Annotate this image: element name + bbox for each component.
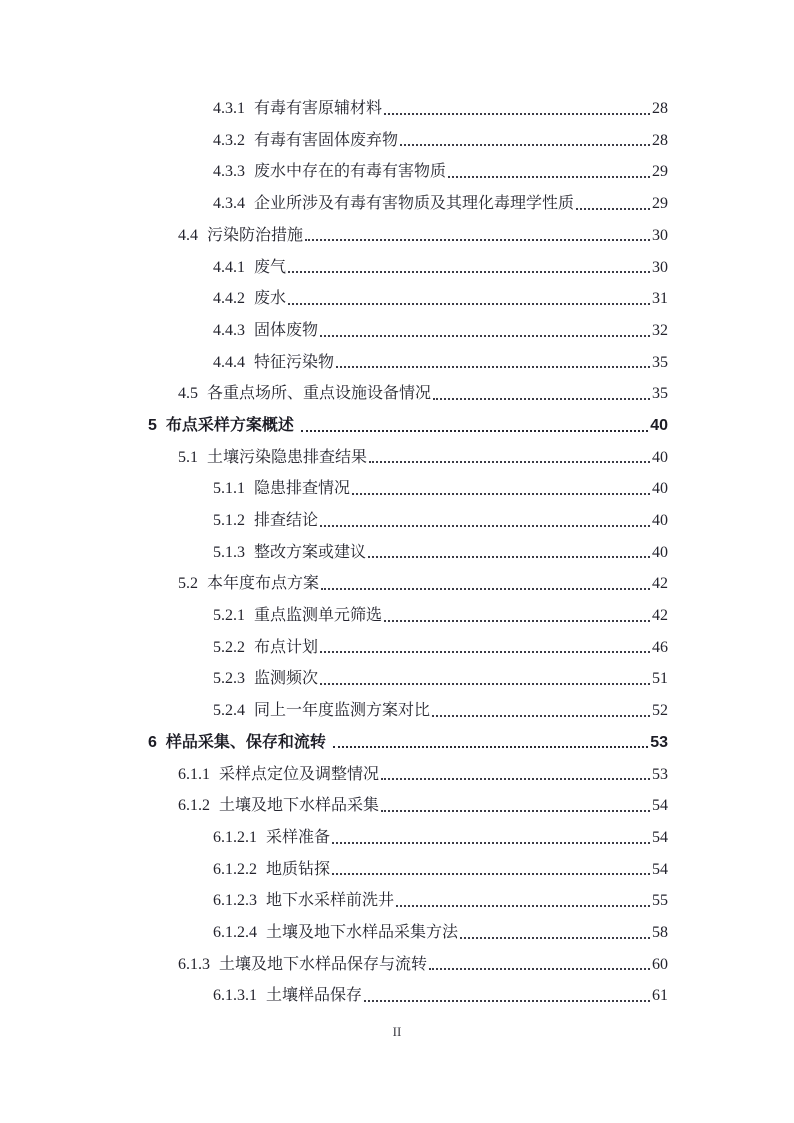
dotted-leader [336,366,650,368]
toc-entry [148,946,668,978]
dotted-leader [321,588,650,590]
toc-entry-title: 布点计划 [254,638,319,656]
dotted-leader [576,208,650,210]
toc-entry-number: 6.1.3.1 [213,987,257,1005]
toc-entry-page: 31 [652,290,668,308]
toc-entry-page: 54 [652,860,668,878]
dotted-leader [369,461,650,463]
dotted-leader [384,620,650,622]
toc-entry [148,977,668,1009]
toc-entry [148,629,668,661]
toc-entry-number: 6.1.3 [178,955,210,973]
toc-entry [148,217,668,249]
dotted-leader [320,651,650,653]
toc-entry-number: 6 [148,733,157,751]
dotted-leader [381,810,650,812]
toc-entry [148,344,668,376]
dotted-leader [400,144,650,146]
toc-entry-page: 35 [652,385,668,403]
dotted-leader [384,113,650,115]
toc-entry-number: 6.1.2.2 [213,860,257,878]
toc-entry-title: 废水 [254,290,287,308]
dotted-leader [320,683,650,685]
toc-entry [148,724,668,756]
dotted-leader [460,937,650,939]
toc-entry-page: 40 [652,480,668,498]
toc-entry [148,312,668,344]
toc-entry-page: 29 [652,163,668,181]
toc-entry-page: 30 [652,258,668,276]
dotted-leader [429,968,650,970]
toc-entry-number: 4.4.3 [213,321,245,339]
toc-entry-page: 53 [652,765,668,783]
page-number-footer: II [392,1024,402,1039]
toc-entry-number: 5.1 [178,448,198,466]
toc-entry [148,375,668,407]
toc-entry [148,819,668,851]
toc-entry-number: 4.4.1 [213,258,245,276]
toc-entry-page: 28 [652,131,668,149]
toc-entry-title: 监测频次 [254,670,319,688]
toc-entry-title: 企业所涉及有毒有害物质及其理化毒理学性质 [254,195,575,213]
dotted-leader [432,715,650,717]
toc-entry-page: 40 [652,543,668,561]
toc-entry [148,280,668,312]
toc-entry-page: 54 [652,828,668,846]
toc-entry-title: 同上一年度监测方案对比 [254,702,431,720]
toc-entry [148,407,668,439]
dotted-leader [433,398,650,400]
toc-entry-title: 排查结论 [254,512,319,530]
toc-entry-page: 53 [650,733,668,751]
dotted-leader [381,778,650,780]
toc-entry-title: 地质钻探 [266,860,331,878]
toc-entry-number: 5.1.3 [213,543,245,561]
toc-entry-title: 废水中存在的有毒有害物质 [254,163,447,181]
dotted-leader [305,239,650,241]
toc-entry [148,534,668,566]
toc-entry [148,153,668,185]
toc-entry-number: 5.2.2 [213,638,245,656]
toc-entry [148,851,668,883]
toc-entry-number: 6.1.2 [178,797,210,815]
dotted-leader [333,746,648,748]
toc-entry [148,122,668,154]
toc-entry-title: 土壤污染隐患排查结果 [207,448,368,466]
toc-entry-number: 4.4.4 [213,353,245,371]
toc-entry-title: 重点监测单元筛选 [254,607,383,625]
toc-entry-number: 5.2 [178,575,198,593]
toc-entry-page: 58 [652,923,668,941]
dotted-leader [352,493,650,495]
toc-entry [148,439,668,471]
toc-entry-page: 29 [652,195,668,213]
toc-entry-page: 40 [650,416,668,434]
toc-entry [148,90,668,122]
toc-entry [148,185,668,217]
toc-entry-number: 4.4.2 [213,290,245,308]
toc-entry-title: 土壤及地下水样品采集方法 [266,923,459,941]
toc-entry [148,597,668,629]
dotted-leader [288,303,650,305]
toc-entry [148,882,668,914]
toc-entry-page: 60 [652,955,668,973]
toc-entry-title: 土壤样品保存 [266,987,363,1005]
toc-entry-number: 6.1.2.4 [213,923,257,941]
toc-entry-title: 布点采样方案概述 [165,416,294,434]
toc-entry-title: 样品采集、保存和流转 [165,733,326,751]
dotted-leader [301,430,648,432]
dotted-leader [332,842,650,844]
toc-entry-number: 6.1.2.3 [213,892,257,910]
toc-entry [148,660,668,692]
toc-entry-page: 28 [652,100,668,118]
toc-entry-number: 6.1.2.1 [213,828,257,846]
toc-entry-title: 土壤及地下水样品采集 [219,797,380,815]
toc-entry-page: 42 [652,575,668,593]
dotted-leader [320,525,650,527]
toc-entry-number: 4.4 [178,226,198,244]
toc-entry-number: 5.1.1 [213,480,245,498]
toc-entry-page: 52 [652,702,668,720]
dotted-leader [332,873,650,875]
dotted-leader [448,176,650,178]
toc-entry-title: 污染防治措施 [207,226,304,244]
toc-entry [148,787,668,819]
toc-entry-title: 采样准备 [266,828,331,846]
toc-entry-page: 46 [652,638,668,656]
dotted-leader [368,556,650,558]
toc-entry-title: 土壤及地下水样品保存与流转 [219,955,428,973]
toc-entry-number: 4.3.4 [213,195,245,213]
toc-entry-page: 30 [652,226,668,244]
toc-entry-number: 6.1.1 [178,765,210,783]
toc-entry-title: 本年度布点方案 [207,575,320,593]
toc-entry-title: 地下水采样前洗井 [266,892,395,910]
toc-entry [148,502,668,534]
toc-entry [148,248,668,280]
toc-entry-title: 采样点定位及调整情况 [219,765,380,783]
toc-entry-number: 4.3.3 [213,163,245,181]
toc-entry-number: 5.1.2 [213,512,245,530]
toc-entry [148,914,668,946]
toc-entry-page: 35 [652,353,668,371]
toc-entry-number: 5 [148,416,157,434]
toc-entry [148,470,668,502]
toc-entry-title: 各重点场所、重点设施设备情况 [207,385,432,403]
toc-entry-number: 4.3.2 [213,131,245,149]
dotted-leader [364,1000,650,1002]
dotted-leader [288,271,650,273]
toc-entry-title: 特征污染物 [254,353,335,371]
toc-entry-title: 废气 [254,258,287,276]
toc-entry [148,692,668,724]
table-of-contents [148,90,668,1009]
toc-entry-number: 5.2.1 [213,607,245,625]
toc-entry-title: 有毒有害固体废弃物 [254,131,399,149]
toc-entry [148,755,668,787]
toc-entry-title: 整改方案或建议 [254,543,367,561]
toc-entry-page: 54 [652,797,668,815]
toc-entry-page: 40 [652,512,668,530]
toc-entry-page: 32 [652,321,668,339]
toc-entry-page: 42 [652,607,668,625]
toc-entry-number: 4.5 [178,385,198,403]
toc-entry-page: 40 [652,448,668,466]
dotted-leader [320,335,650,337]
toc-entry-number: 5.2.3 [213,670,245,688]
toc-entry-title: 隐患排查情况 [254,480,351,498]
toc-entry-number: 5.2.4 [213,702,245,720]
toc-entry-page: 61 [652,987,668,1005]
toc-entry-title: 有毒有害原辅材料 [254,100,383,118]
toc-entry [148,565,668,597]
toc-entry-number: 4.3.1 [213,100,245,118]
toc-entry-page: 51 [652,670,668,688]
toc-entry-title: 固体废物 [254,321,319,339]
dotted-leader [396,905,650,907]
toc-entry-page: 55 [652,892,668,910]
